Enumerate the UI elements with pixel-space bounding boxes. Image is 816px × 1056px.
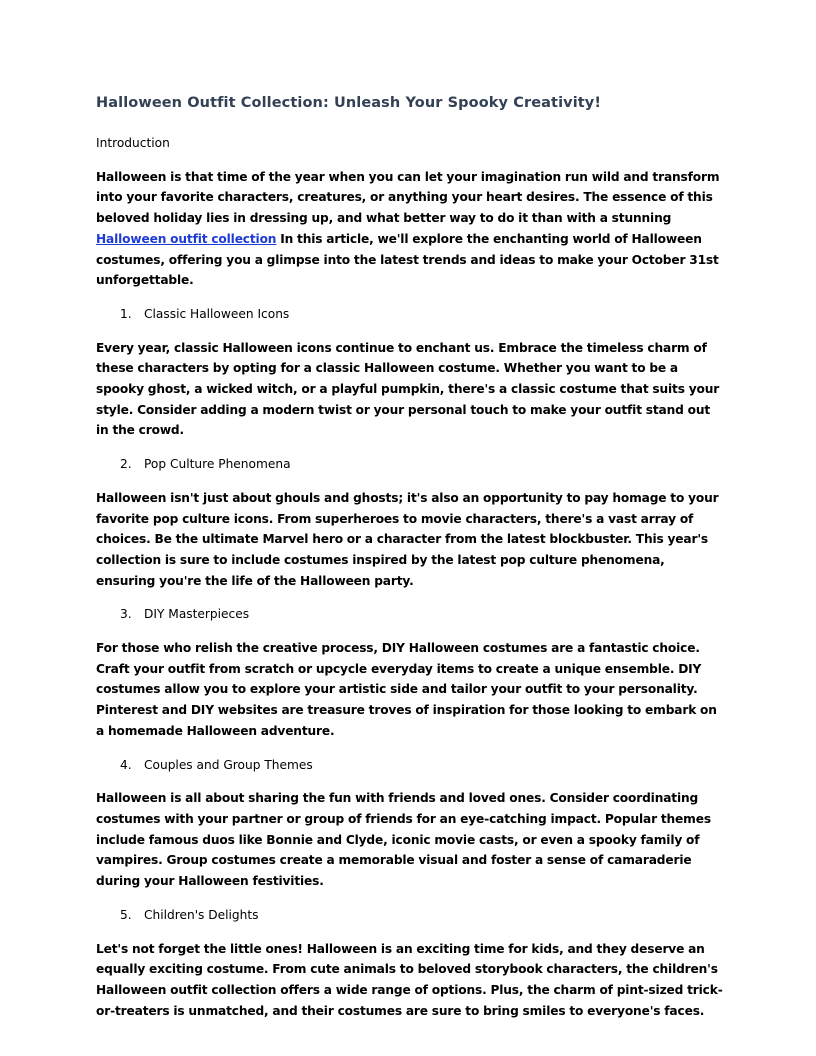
section-body-2: Halloween isn't just about ghouls and ghosts; it's also an opportunity to pay homage to your favorite pop culture icons. From superheroes to movie characters, there's a vast array of choices. Be the ultimate Marvel hero or a character from the latest blockbuster. This year's collection is sure to include costumes inspired by the latest pop culture phenomena, ensuring you're the life of the Halloween party. <box>96 490 719 588</box>
section-heading-3 <box>96 604 724 625</box>
section-heading-label: DIY Masterpieces <box>144 607 250 622</box>
section-body-4: Halloween is all about sharing the fun with friends and loved ones. Consider coordinating costumes with your partner or group of friends for an eye-catching impact. Popular themes include famous duos like Bonnie and Clyde, iconic movie casts, or even a spooky family of vampires. Group costumes create a memorable visual and foster a sense of camaraderie during your Halloween festivities. <box>96 791 711 889</box>
section-number: 3. <box>120 607 132 622</box>
section-heading-label: Pop Culture Phenomena <box>144 457 291 472</box>
section-number: 4. <box>120 757 132 772</box>
section-heading-2 <box>96 454 724 475</box>
section-number: 1. <box>120 306 132 321</box>
section-body-5: Let's not forget the little ones! Halloween is an exciting time for kids, and they deserve an equally exciting costume. From cute animals to beloved storybook characters, the children's Halloween outfit collection offers a wide range of options. Plus, the charm of pint-sized trick-or-treaters is unmatched, and their costumes are sure to bring smiles to everyone's faces. <box>96 941 723 1018</box>
section-heading-label: Children's Delights <box>144 907 259 922</box>
intro-text-after-link: In this article, we'll explore the enchanting world of Halloween costumes, offering you a glimpse into the latest trends and ideas to make your October 31st unforgettable. <box>96 231 719 288</box>
section-body-1: Every year, classic Halloween icons continue to enchant us. Embrace the timeless charm of these characters by opting for a classic Halloween costume. Whether you want to be a spooky ghost, a wicked witch, or a playful pumpkin, there's a classic costume that suits your style. Consider adding a modern twist or your personal touch to make your outfit stand out in the crowd. <box>96 340 720 438</box>
section-heading-1 <box>96 304 724 325</box>
section-number: 5. <box>120 907 132 922</box>
document-page <box>96 92 724 1034</box>
intro-heading: Introduction <box>96 136 170 150</box>
section-heading-5 <box>96 905 724 926</box>
intro-paragraph <box>96 167 724 291</box>
section-body-3: For those who relish the creative process, DIY Halloween costumes are a fantastic choice. Craft your outfit from scratch or upcycle everyday items to create a unique ensemble. DIY costumes allow you to explore your artistic side and tailor your outfit to your personality. Pinterest and DIY websites are treasure troves of inspiration for those looking to embark on a homemade Halloween adventure. <box>96 641 717 738</box>
section-heading-label: Couples and Group Themes <box>144 757 313 772</box>
section-heading-4 <box>96 755 724 776</box>
halloween-outfit-collection-link[interactable]: Halloween outfit collection <box>96 231 277 246</box>
intro-text-before-link: Halloween is that time of the year when you can let your imagination run wild and transform into your favorite characters, creatures, or anything your heart desires. The essence of this beloved holiday lies in dressing up, and what better way to do it than with a stunning <box>96 169 720 226</box>
document-title: Halloween Outfit Collection: Unleash Your Spooky Creativity! <box>96 95 602 111</box>
section-number: 2. <box>120 457 132 472</box>
section-heading-label: Classic Halloween Icons <box>144 306 290 321</box>
